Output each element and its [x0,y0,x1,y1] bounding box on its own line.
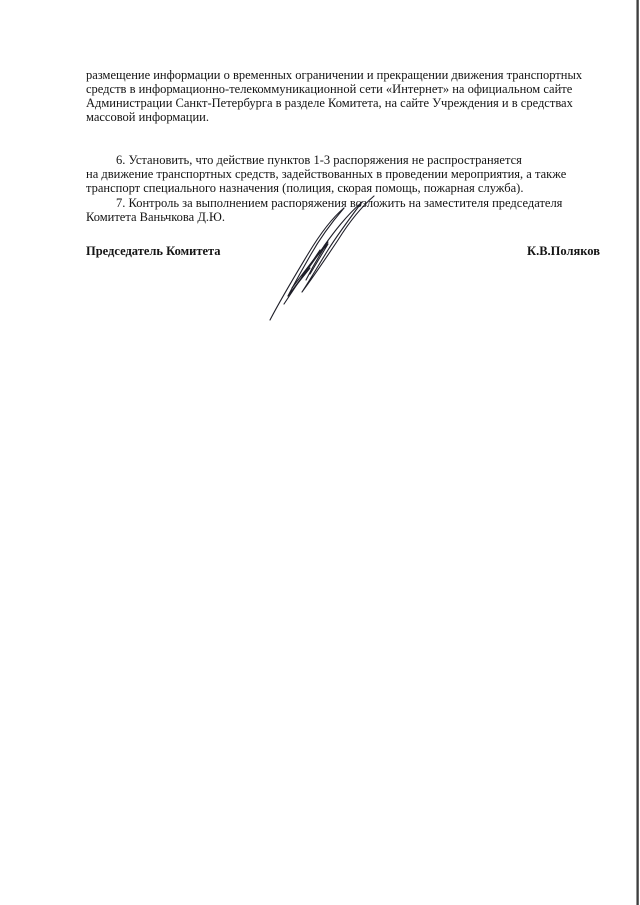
text-line: 6. Установить, что действие пунктов 1-3 распоряжения не распространяется [116,153,522,167]
text-line: массовой информации. [86,110,209,124]
paragraph-info-placement [86,68,599,124]
text-line: Администрации Санкт-Петербурга в разделе Комитета, на сайте Учреждения и в средствах [86,96,573,110]
paragraph-item-6 [86,153,599,195]
scan-edge-border [634,0,640,905]
text-line: средств в информационно-телекоммуникационной сети «Интернет» на официальном сайте [86,82,573,96]
signer-title: Председатель Комитета [86,244,221,258]
text-line: транспорт специального назначения (полиция, скорая помощь, пожарная служба). [86,181,524,195]
handwritten-signature [262,192,382,324]
text-line: на движение транспортных средств, задействованных в проведении мероприятия, а также [86,167,567,181]
text-line: Комитета Ваньчкова Д.Ю. [86,210,225,224]
text-line: размещение информации о временных ограничении и прекращении движения транспортных [86,68,583,82]
signer-name: К.В.Поляков [527,244,600,258]
text-line: 7. Контроль за выполнением распоряжения возложить на заместителя председателя [116,196,563,210]
